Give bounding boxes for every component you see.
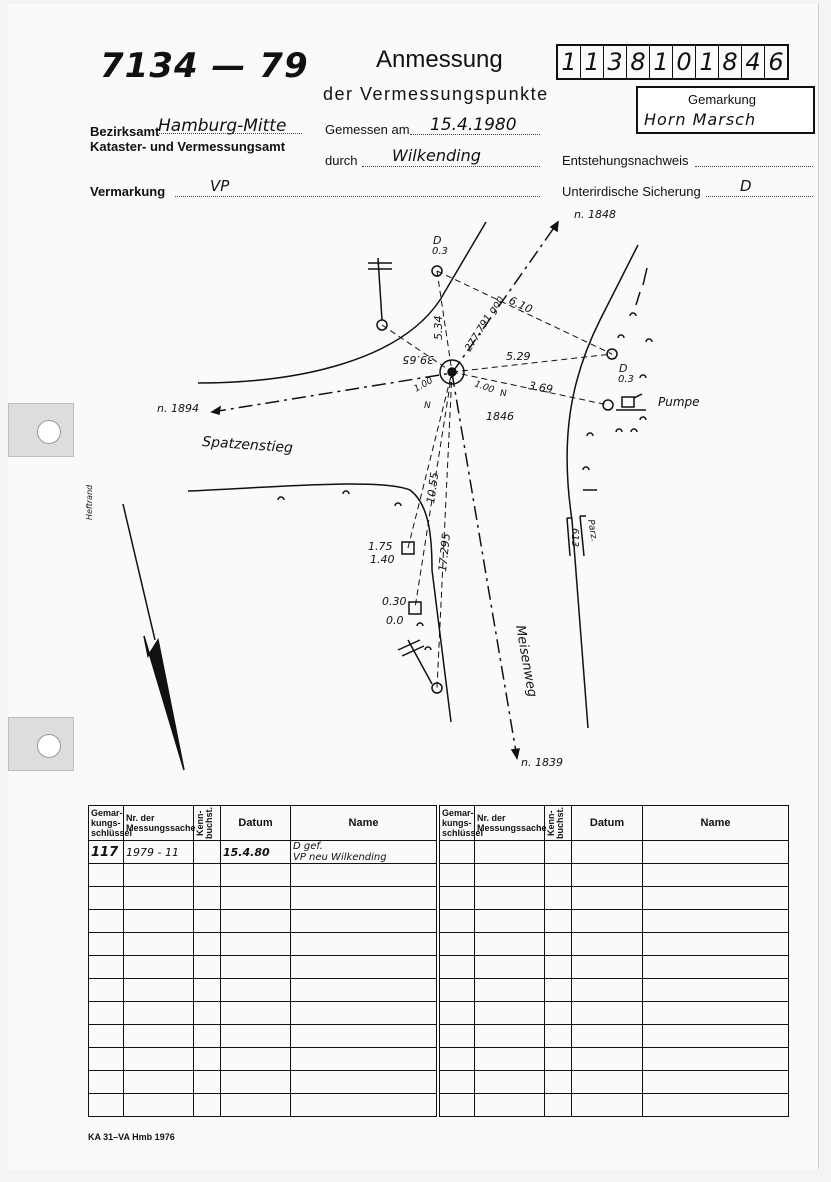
gemarkung-label: Gemarkung (688, 92, 756, 107)
label-3965: 39.65 (402, 353, 434, 366)
label-00: 0.0 (386, 614, 404, 627)
file-number: 7134 — 79 (100, 46, 309, 86)
label-n1839: n. 1839 (521, 756, 563, 769)
table-row (89, 1094, 437, 1117)
label-140: 1.40 (370, 553, 395, 566)
table-row (89, 933, 437, 956)
table-row (440, 910, 789, 933)
label-heftrand: Heftrand (85, 484, 94, 520)
label-pumpe: Pumpe (658, 395, 700, 409)
label-meisenweg: Meisenweg (512, 624, 540, 699)
point-number-box: 1 1 3 8 1 0 1 8 4 6 (556, 44, 789, 80)
amt-label: Kataster- und Vermessungsamt (90, 139, 286, 154)
table-row (89, 979, 437, 1002)
label-17295: 17.295 (436, 532, 454, 573)
col-messungssache: Nr. der Messungssache (124, 806, 194, 841)
table-row (440, 1025, 789, 1048)
label-d-east: D (619, 362, 628, 375)
table-row (89, 1025, 437, 1048)
table-row (89, 887, 437, 910)
gemessen-value: 15.4.1980 (430, 115, 517, 135)
table-row (440, 887, 789, 910)
vermarkung-label: Vermarkung (90, 184, 166, 199)
label-277791: 277.791 gon (463, 294, 507, 354)
centerline-south (452, 373, 517, 758)
label-spatzenstieg: Spatzenstieg (201, 434, 294, 457)
gemarkung-value: Horn Marsch (644, 110, 757, 129)
col-datum-right: Datum (572, 806, 643, 841)
col-gemarkungsschluessel-right: Gemar-kungs-schlüssel (440, 806, 475, 841)
street-curb-east (567, 245, 638, 728)
table-row (89, 1002, 437, 1025)
label-610: 6.10 (506, 293, 535, 317)
table-row (440, 864, 789, 887)
table-row (440, 1002, 789, 1025)
cell-kenn (194, 841, 221, 864)
label-n-a: N (424, 401, 431, 411)
table-row (440, 979, 789, 1002)
label-030: 0.30 (382, 595, 407, 608)
label-n1894: n. 1894 (157, 402, 199, 415)
bezirksamt-label: Bezirksamt (90, 124, 160, 139)
gemessen-label: Gemessen am (325, 122, 410, 137)
table-row (89, 1048, 437, 1071)
label-d-east-val: 0.3 (618, 374, 634, 385)
label-n1848: n. 1848 (574, 208, 616, 221)
table-row (89, 841, 437, 864)
label-1055: 10.55 (424, 471, 442, 505)
col-kennbuchst-right: Kenn-buchst. (546, 807, 565, 840)
sicherung-value: D (740, 177, 752, 195)
bezirksamt-value: Hamburg-Mitte (158, 116, 287, 136)
col-kennbuchst: Kenn-buchst. (195, 807, 214, 840)
table-row (89, 1071, 437, 1094)
label-d-north-val: 0.3 (432, 246, 448, 257)
table-row (440, 933, 789, 956)
record-table-right (439, 805, 789, 1117)
form-subtitle: der Vermessungspunkte (323, 84, 549, 104)
cell-nr: 1979 - 11 (124, 841, 194, 864)
table-row (440, 1048, 789, 1071)
label-369: 3.69 (527, 379, 554, 397)
col-name: Name (291, 806, 437, 841)
durch-value: Wilkending (392, 146, 481, 165)
table-row (89, 910, 437, 933)
label-534: 5.34 (432, 315, 445, 340)
label-613: 613 (569, 528, 580, 548)
table-row (440, 956, 789, 979)
col-gemarkungsschluessel: Gemar-kungs-schlüssel (89, 806, 124, 841)
col-name-right: Name (643, 806, 789, 841)
col-datum: Datum (221, 806, 291, 841)
label-100-b: 1.00 (472, 379, 496, 396)
cell-datum: 15.4.80 (221, 841, 291, 864)
table-row (440, 1094, 789, 1117)
label-100-a: 1.00 (412, 375, 435, 395)
table-row (440, 1071, 789, 1094)
label-1846: 1846 (486, 410, 514, 423)
cell-gem: 117 (89, 841, 124, 864)
table-row (440, 841, 789, 864)
label-parz: Parz. (585, 518, 599, 543)
table-row (89, 956, 437, 979)
form-title: Anmessung (376, 46, 503, 73)
label-175: 1.75 (368, 540, 393, 553)
cell-name: D gef. VP neu Wilkending (291, 841, 437, 864)
table-row (89, 864, 437, 887)
sicherung-label: Unterirdische Sicherung (562, 184, 701, 199)
street-curb-south (188, 484, 454, 722)
label-n-b: N (500, 389, 507, 399)
record-table-left (88, 805, 437, 1117)
form-id: KA 31–VA Hmb 1976 (88, 1132, 175, 1142)
durch-label: durch (325, 153, 358, 168)
label-d-north: D (433, 234, 442, 247)
vermarkung-value: VP (210, 177, 230, 195)
entstehung-label: Entstehungsnachweis (562, 153, 689, 168)
label-529: 5.29 (506, 350, 531, 363)
col-messungssache-right: Nr. der Messungssache (475, 806, 545, 841)
